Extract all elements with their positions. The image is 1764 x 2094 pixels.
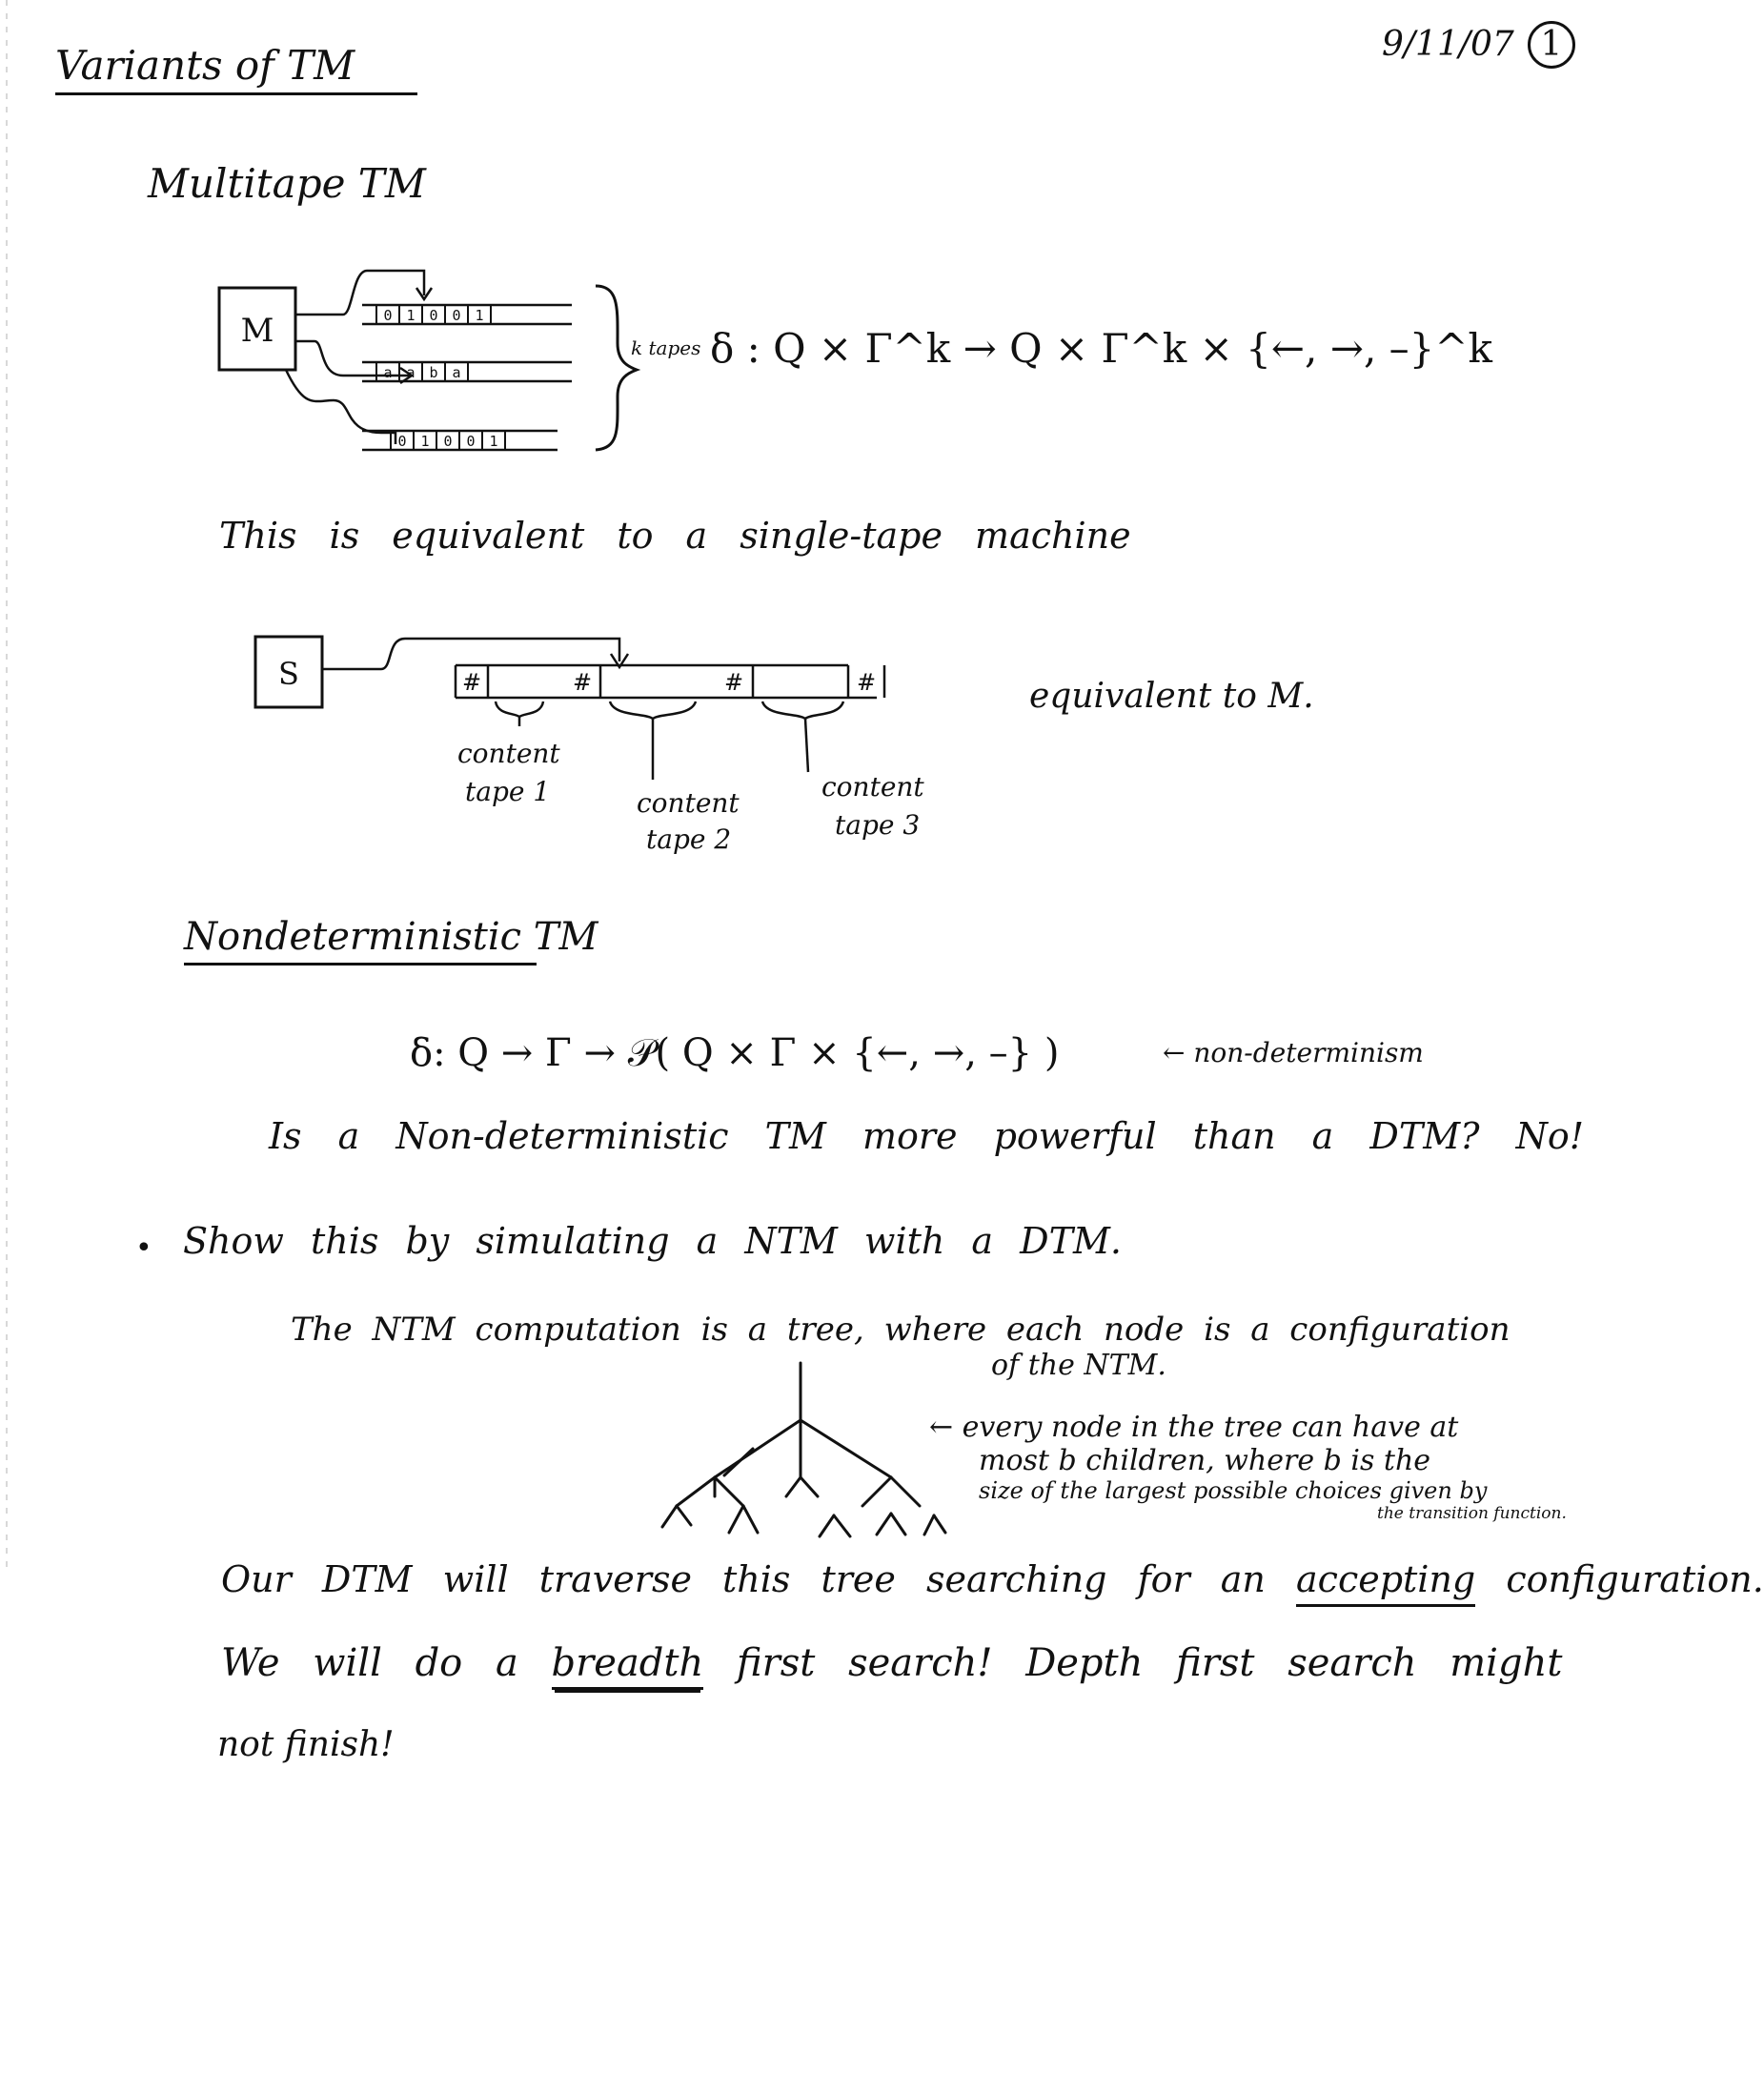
tape-cell-symbol: 0 <box>443 433 453 450</box>
tape-cell-symbol: 1 <box>475 307 484 324</box>
brace-tape3-stem <box>805 719 808 772</box>
tape-cell-symbol: 1 <box>420 433 430 450</box>
equivalent-to-m: equivalent to M. <box>1029 677 1314 716</box>
hash-symbol: # <box>723 669 744 696</box>
paragraph-line-1 <box>221 1558 1764 1600</box>
content-label-1a: content <box>457 738 560 769</box>
computation-tree <box>648 1363 953 1544</box>
tape-cell-symbol: b <box>429 364 438 381</box>
page-date-area <box>1382 21 1575 69</box>
tape-cell-symbol: 0 <box>452 307 461 324</box>
hash-symbol: # <box>572 669 593 696</box>
ntm-bullet-text: Show this by simulating a NTM with a DTM. <box>183 1220 1122 1262</box>
tape1-wire <box>295 271 424 315</box>
ntm-question: Is a Non-deterministic TM more powerful than a DTM? No! <box>269 1115 1584 1157</box>
tape-cell-symbol: 1 <box>406 307 416 324</box>
tape2-wire <box>295 341 410 376</box>
content-label-1b: tape 1 <box>465 776 551 807</box>
single-tape-diagram <box>0 610 1618 858</box>
nondeterministic-heading: Nondeterministic TM <box>184 915 537 966</box>
hash-symbol: # <box>461 669 482 696</box>
hash-symbol: # <box>856 669 877 696</box>
tape-cell-symbol: 1 <box>489 433 498 450</box>
paragraph-text: Our DTM will traverse this tree searching for an <box>221 1558 1266 1600</box>
tree-line-1: The NTM computation is a tree, where each node is a configuration <box>291 1311 1511 1349</box>
equivalence-text: This is equivalent to a single-tape machine <box>219 515 1131 557</box>
page-date: 9/11/07 <box>1382 25 1514 64</box>
content-label-3a: content <box>821 771 924 803</box>
accepting-emphasis: accepting <box>1296 1558 1475 1607</box>
brace-tape2 <box>610 701 696 719</box>
tree-note <box>929 1411 1567 1523</box>
multitape-transition: δ : Q × Γ^k → Q × Γ^k × {←, →, –}^k <box>710 325 1493 372</box>
content-label-3b: tape 3 <box>835 809 921 841</box>
tape-cell-symbol: a <box>452 364 461 381</box>
tree-note-line: size of the largest possible choices given by <box>979 1477 1488 1504</box>
k-tapes-brace <box>596 286 637 450</box>
ntm-transition-note: ← non-determinism <box>1163 1037 1424 1068</box>
tape-cell-symbol: a <box>406 364 416 381</box>
machine-s-label: S <box>278 656 299 692</box>
content-label-2b: tape 2 <box>646 823 732 855</box>
tape-cell-symbol: 0 <box>466 433 476 450</box>
tape-cell-symbol: 0 <box>397 433 407 450</box>
tree-line-2: of the NTM. <box>991 1349 1166 1382</box>
k-tapes-label: k tapes <box>631 336 701 359</box>
tape-cell-symbol: 0 <box>429 307 438 324</box>
brace-tape1 <box>496 701 543 717</box>
tape-cell-symbol: 0 <box>383 307 393 324</box>
tape-cell-symbol: a <box>383 364 393 381</box>
page-title: Variants of TM <box>55 42 417 95</box>
ntm-bullet-dot: • <box>135 1231 152 1265</box>
machine-m-label: M <box>240 312 274 350</box>
paragraph-line-3: not finish! <box>217 1725 395 1764</box>
paragraph-text: first search! Depth first search might <box>736 1641 1563 1685</box>
brace-tape3 <box>762 701 843 719</box>
tree-note-line: most b children, where b is the <box>979 1444 1431 1477</box>
content-label-2a: content <box>637 787 740 819</box>
tree-note-line: ← every node in the tree can have at <box>929 1411 1459 1444</box>
multitape-heading: Multitape TM <box>148 160 426 207</box>
breadth-emphasis: breadth <box>552 1641 704 1690</box>
page-number: 1 <box>1528 21 1575 69</box>
ntm-transition: δ: Q → Γ → 𝒫( Q × Γ × {←, →, –} ) <box>410 1031 1060 1075</box>
tree-note-line: the transition function. <box>1377 1504 1567 1523</box>
paragraph-text: We will do a <box>221 1641 518 1685</box>
paragraph-text: configuration. <box>1506 1558 1764 1600</box>
paragraph-line-2 <box>221 1641 1562 1685</box>
